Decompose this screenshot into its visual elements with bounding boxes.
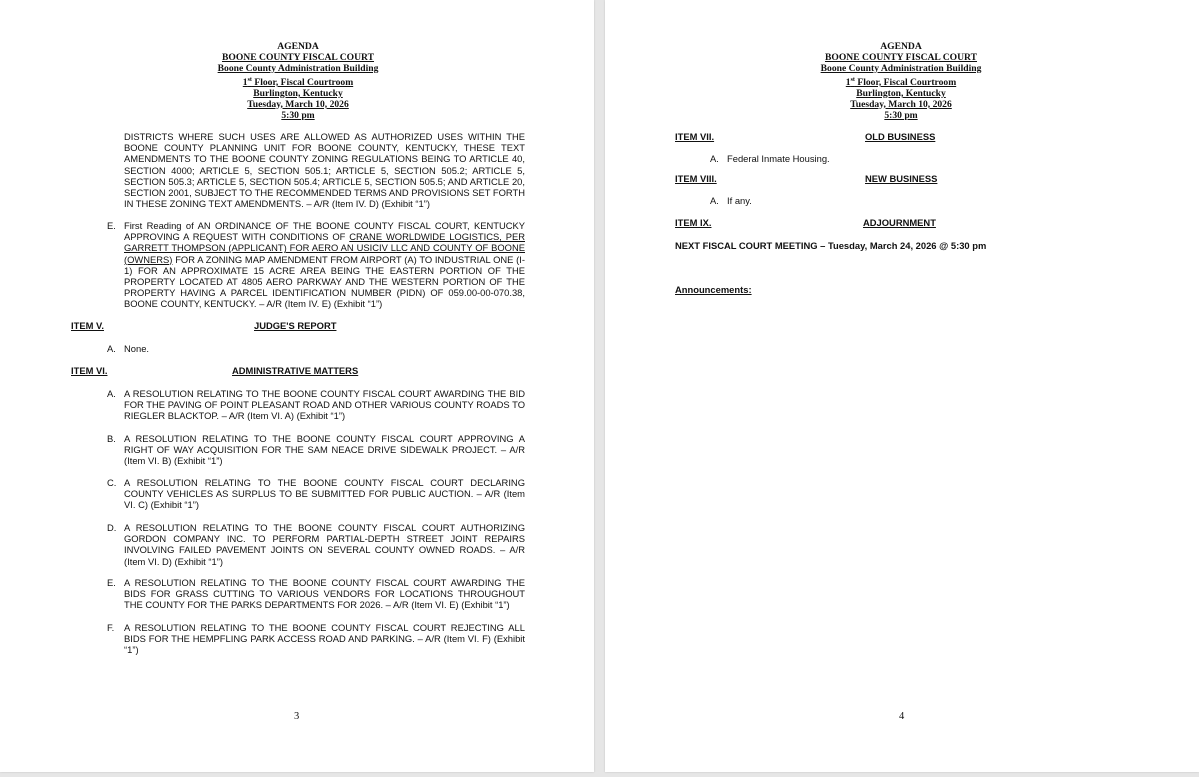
- item-vi-label: ITEM VI.: [71, 365, 108, 376]
- announcements-heading: Announcements:: [675, 284, 752, 295]
- item-e-paragraph: [124, 220, 525, 310]
- page-number: 3: [294, 711, 300, 722]
- item-viii-title: NEW BUSINESS: [865, 173, 938, 184]
- document-page-4: [605, 0, 1199, 772]
- continuation-paragraph: DISTRICTS WHERE SUCH USES ARE ALLOWED AS AUTHORIZED USES WITHIN THE BOONE COUNTY PLANNING UNIT FOR BOONE COUNTY, KENTUCKY, THESE TEXT AMENDMENTS TO THE BOONE COUNTY ZONING REGULATIONS BEING TO ARTICLE 40, SECTION 4000; ARTICLE 5, SECTION 505.1; ARTICLE 5, SECTION 505.2; ARTICLE 5, SECTION 505.3; ARTICLE 5, SECTION 505.4; ARTICLE 5, SECTION 505.5; AND ARTICLE 20, SECTION 2001, SUBJECT TO THE RECOMMENDED TERMS AND PROVISIONS SET FORTH IN THESE ZONING TEXT AMENDMENTS. – A/R (Item IV. D) (Exhibit “1”): [124, 131, 525, 210]
- item-vii-title: OLD BUSINESS: [865, 131, 936, 142]
- floor-line: [168, 75, 428, 89]
- item-e-text-before: First Reading of AN ORDINANCE OF THE BOONE COUNTY FISCAL COURT, KENTUCKY APPROVING A REQUEST WITH CONDITIONS OF: [124, 220, 525, 243]
- item-vi-e-text: A RESOLUTION RELATING TO THE BOONE COUNTY FISCAL COURT AWARDING THE BIDS FOR GRASS CUTTING TO VARIOUS VENDORS FOR LOCATIONS THROUGHOUT THE COUNTY FOR THE PARKS DEPARTMENTS FOR 2026. – A/R (Item VI. E) (Exhibit “1”): [124, 577, 525, 611]
- city-line: Burlington, Kentucky: [253, 87, 343, 99]
- item-vii-a-letter: A.: [710, 153, 719, 164]
- item-vi-c-text: A RESOLUTION RELATING TO THE BOONE COUNTY FISCAL COURT DECLARING COUNTY VEHICLES AS SURPLUS TO BE SUBMITTED FOR PUBLIC AUCTION. – A/R (Item VI. C) (Exhibit “1”): [124, 477, 525, 511]
- item-v-a-letter: A.: [107, 343, 116, 354]
- item-vi-a-text: A RESOLUTION RELATING TO THE BOONE COUNTY FISCAL COURT AWARDING THE BID FOR THE PAVING OF POINT PLEASANT ROAD AND OTHER VARIOUS COUNTY ROADS TO RIEGLER BLACKTOP. – A/R (Item VI. A) (Exhibit “1”): [124, 388, 525, 422]
- item-vi-c-letter: C.: [107, 477, 117, 488]
- item-vi-f-letter: F.: [107, 622, 115, 633]
- building-name: Boone County Administration Building: [820, 62, 982, 74]
- item-vi-d-text: A RESOLUTION RELATING TO THE BOONE COUNTY FISCAL COURT AUTHORIZING GORDON COMPANY INC. TO PERFORM PARTIAL-DEPTH STREET JOINT REPAIRS INVOLVING FAILED PAVEMENT JOINTS ON SEVERAL COUNTY OWNED ROADS. – A/R (Item VI. D) (Exhibit “1”): [124, 522, 525, 567]
- item-vii-label: ITEM VII.: [675, 131, 715, 142]
- floor-suffix: st: [850, 76, 855, 83]
- item-vi-d-letter: D.: [107, 522, 117, 533]
- floor-text: Floor, Fiscal Courtroom: [251, 76, 354, 88]
- item-ix-title: ADJOURNMENT: [863, 217, 936, 228]
- building-name: Boone County Administration Building: [217, 62, 379, 74]
- city-line: Burlington, Kentucky: [856, 87, 946, 99]
- meeting-time: 5:30 pm: [884, 109, 918, 121]
- item-vi-title: ADMINISTRATIVE MATTERS: [232, 365, 359, 376]
- item-viii-a-text: If any.: [727, 195, 752, 206]
- meeting-time: 5:30 pm: [281, 109, 315, 121]
- item-v-title: JUDGE'S REPORT: [254, 320, 337, 331]
- floor-number: 1: [242, 76, 248, 88]
- item-vi-b-letter: B.: [107, 433, 116, 444]
- item-vii-a-text: Federal Inmate Housing.: [727, 153, 830, 164]
- page-number: 4: [899, 711, 905, 722]
- item-vi-f-text: A RESOLUTION RELATING TO THE BOONE COUNTY FISCAL COURT REJECTING ALL BIDS FOR THE HEMPFLING PARK ACCESS ROAD AND PARKING. – A/R (Item VI. F) (Exhibit “1”): [124, 622, 525, 656]
- item-e-letter: E.: [107, 220, 116, 231]
- agenda-title: AGENDA: [277, 41, 319, 52]
- meeting-date: Tuesday, March 10, 2026: [850, 98, 952, 110]
- item-e-applicant: CRANE WORLDWIDE LOGISTICS, PER GARRETT THOMPSON (APPLICANT) FOR AERO AN USICIV LLC AND COUNTY OF BOONE (OWNERS): [124, 231, 525, 265]
- item-vi-a-letter: A.: [107, 388, 116, 399]
- document-page-3: [0, 0, 594, 772]
- item-ix-label: ITEM IX.: [675, 217, 712, 228]
- item-viii-label: ITEM VIII.: [675, 173, 717, 184]
- next-meeting-line: NEXT FISCAL COURT MEETING – Tuesday, March 24, 2026 @ 5:30 pm: [675, 240, 987, 251]
- floor-number: 1: [845, 76, 851, 88]
- item-vi-e-letter: E.: [107, 577, 116, 588]
- court-name: BOONE COUNTY FISCAL COURT: [221, 51, 375, 63]
- floor-suffix: st: [247, 76, 252, 83]
- item-vi-b-text: A RESOLUTION RELATING TO THE BOONE COUNTY FISCAL COURT APPROVING A RIGHT OF WAY ACQUISITION FOR THE SAM NEACE DRIVE SIDEWALK PROJECT. – A/R (Item VI. B) (Exhibit “1”): [124, 433, 525, 467]
- meeting-date: Tuesday, March 10, 2026: [247, 98, 349, 110]
- agenda-header: [168, 42, 428, 122]
- floor-line: [771, 75, 1031, 89]
- item-v-label: ITEM V.: [71, 320, 104, 331]
- agenda-title: AGENDA: [880, 41, 922, 52]
- floor-text: Floor, Fiscal Courtroom: [854, 76, 957, 88]
- item-viii-a-letter: A.: [710, 195, 719, 206]
- court-name: BOONE COUNTY FISCAL COURT: [824, 51, 978, 63]
- item-v-a-text: None.: [124, 343, 150, 354]
- agenda-header: [771, 42, 1031, 122]
- item-e-text-after: FOR A ZONING MAP AMENDMENT FROM AIRPORT (A) TO INDUSTRIAL ONE (I-1) FOR AN APPROXIMATE 15 ACRE AREA BEING THE EASTERN PORTION OF THE PROPERTY LOCATED AT 4805 AERO PARKWAY AND THE WESTERN PORTION OF THE PROPERTY HAVING A PARCEL IDENTIFICATION NUMBER (PIDN) OF 059.00-00-070.38, BOONE COUNTY, KENTUCKY. – A/R (Item IV. E) (Exhibit “1”): [124, 253, 525, 310]
